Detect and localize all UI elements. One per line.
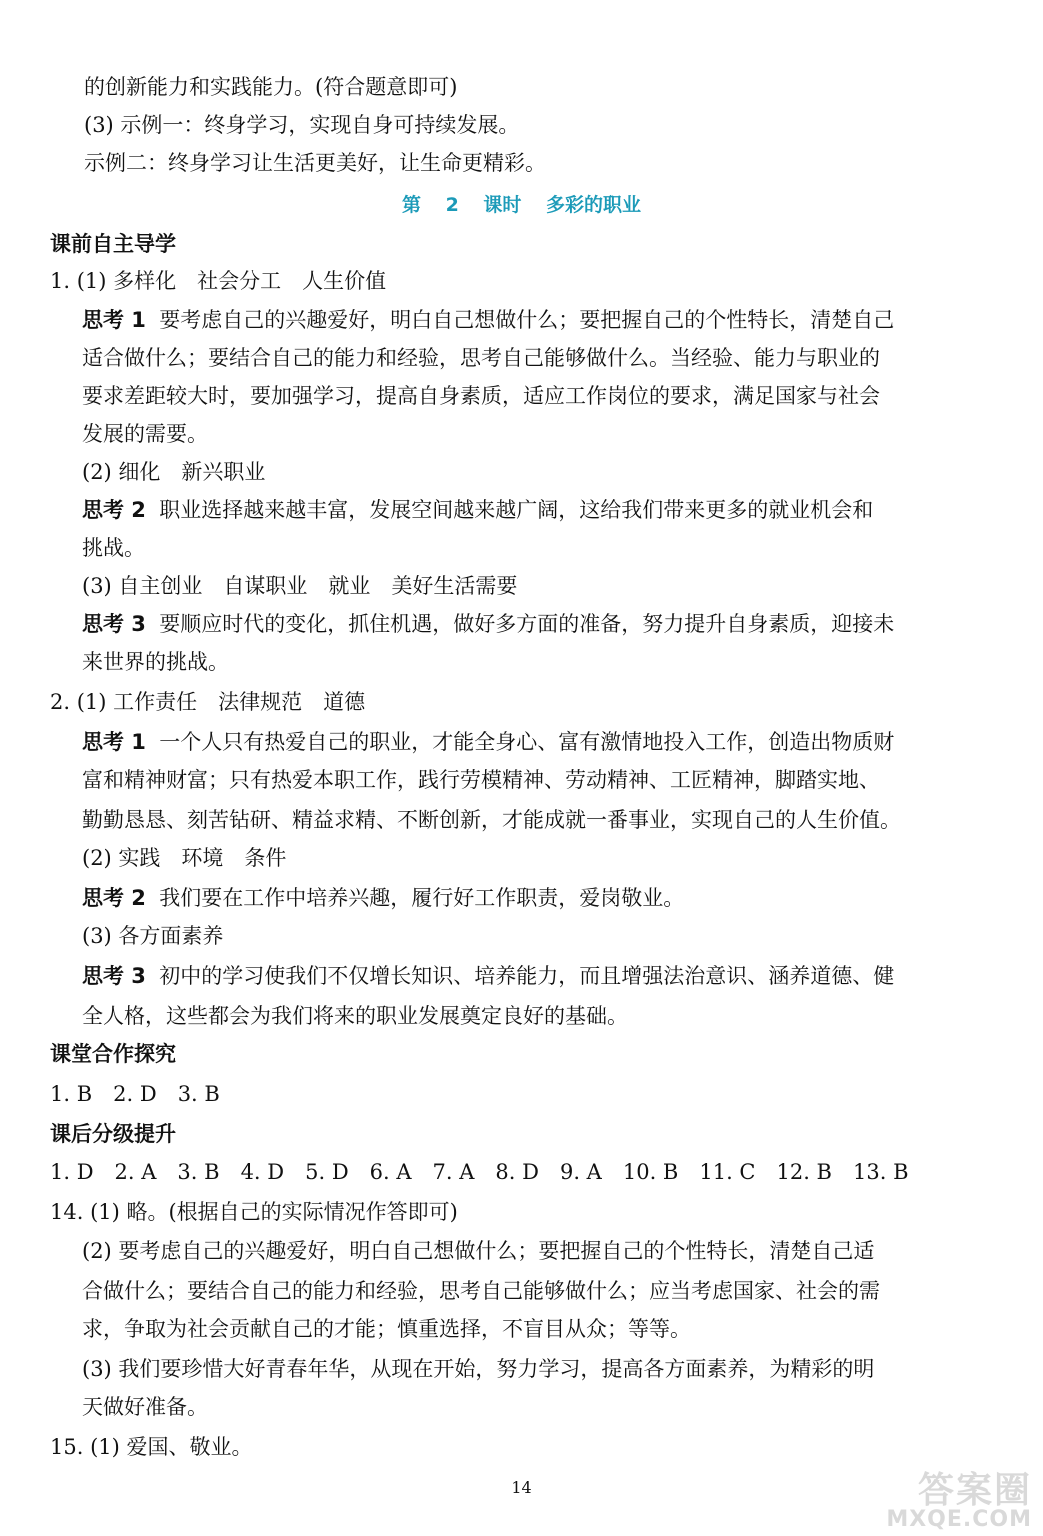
q14-3-a: (3) 我们要珍惜大好青春年华，从现在开始，努力学习，提高各方面素养，为精彩的明 xyxy=(82,1357,875,1381)
think-1-2-b: 挑战。 xyxy=(82,536,145,560)
q14-2-a: (2) 要考虑自己的兴趣爱好，明白自己想做什么；要把握自己的个性特长，清楚自己适 xyxy=(82,1239,875,1263)
q1-2: (2) 细化 新兴职业 xyxy=(82,460,266,484)
think-label: 思考 2 xyxy=(82,886,146,910)
section-heading-inclass: 课堂合作探究 xyxy=(50,1042,176,1066)
q2-3: (3) 各方面素养 xyxy=(82,924,224,948)
answers-coop: 1. B 2. D 3. B xyxy=(50,1082,220,1106)
page-number: 14 xyxy=(511,1478,532,1497)
think-text: 初中的学习使我们不仅增长知识、培养能力，而且增强法治意识、涵养道德、健 xyxy=(159,964,895,988)
think-1-3 xyxy=(82,611,894,637)
think-2-1 xyxy=(82,729,894,755)
think-1-1 xyxy=(82,307,894,333)
think-label: 思考 3 xyxy=(82,964,146,988)
think-label: 思考 3 xyxy=(82,612,146,636)
think-1-2 xyxy=(82,497,873,523)
q15-1: 15. (1) 爱国、敬业。 xyxy=(50,1435,253,1459)
q14-1: 14. (1) 略。(根据自己的实际情况作答即可) xyxy=(50,1200,458,1224)
lesson-title: 第 2 课时 多彩的职业 xyxy=(401,194,642,216)
think-2-3-b: 全人格，这些都会为我们将来的职业发展奠定良好的基础。 xyxy=(82,1004,628,1028)
section-heading-preclass: 课前自主导学 xyxy=(50,232,176,256)
watermark-bottom: MXQE.COM xyxy=(886,1507,1032,1532)
think-1-1-c: 要求差距较大时，要加强学习，提高自身素质，适应工作岗位的要求，满足国家与社会 xyxy=(82,384,880,408)
q1-3: (3) 自主创业 自谋职业 就业 美好生活需要 xyxy=(82,574,518,598)
q2-2: (2) 实践 环境 条件 xyxy=(82,846,287,870)
think-text: 一个人只有热爱自己的职业，才能全身心、富有激情地投入工作，创造出物质财 xyxy=(159,730,895,754)
think-1-3-b: 来世界的挑战。 xyxy=(82,650,229,674)
answers-after: 1. D 2. A 3. B 4. D 5. D 6. A 7. A 8. D 9. A 10. B 11. C 12. B 13. B xyxy=(50,1160,909,1184)
think-text: 我们要在工作中培养兴趣，履行好工作职责，爱岗敬业。 xyxy=(159,886,685,910)
think-2-3 xyxy=(82,963,894,989)
q14-2-c: 求，争取为社会贡献自己的才能；慎重选择，不盲目从众；等等。 xyxy=(82,1317,691,1341)
intro-line-3: 示例二：终身学习让生活更美好，让生命更精彩。 xyxy=(84,151,546,175)
think-1-1-d: 发展的需要。 xyxy=(82,422,208,446)
intro-line-1: 的创新能力和实践能力。(符合题意即可) xyxy=(84,75,458,99)
q1-1: 1. (1) 多样化 社会分工 人生价值 xyxy=(50,269,387,293)
intro-line-2: (3) 示例一：终身学习，实现自身可持续发展。 xyxy=(84,113,520,137)
think-text: 要顺应时代的变化，抓住机遇，做好多方面的准备，努力提升自身素质，迎接未 xyxy=(159,612,895,636)
think-text: 职业选择越来越丰富，发展空间越来越广阔，这给我们带来更多的就业机会和 xyxy=(159,498,874,522)
q14-3-b: 天做好准备。 xyxy=(82,1395,208,1419)
q2-1: 2. (1) 工作责任 法律规范 道德 xyxy=(50,690,366,714)
think-2-2 xyxy=(82,885,684,911)
think-label: 思考 2 xyxy=(82,498,146,522)
think-label: 思考 1 xyxy=(82,308,146,332)
think-label: 思考 1 xyxy=(82,730,146,754)
section-heading-afterclass: 课后分级提升 xyxy=(50,1122,176,1146)
think-2-1-b: 富和精神财富；只有热爱本职工作，践行劳模精神、劳动精神、工匠精神，脚踏实地、 xyxy=(82,768,880,792)
think-1-1-b: 适合做什么；要结合自己的能力和经验，思考自己能够做什么。当经验、能力与职业的 xyxy=(82,346,880,370)
think-text: 要考虑自己的兴趣爱好，明白自己想做什么；要把握自己的个性特长，清楚自己 xyxy=(159,308,895,332)
watermark-top: 答案圈 xyxy=(917,1470,1032,1511)
watermark-logo xyxy=(868,1462,1038,1532)
q14-2-b: 合做什么；要结合自己的能力和经验，思考自己能够做什么；应当考虑国家、社会的需 xyxy=(82,1279,880,1303)
think-2-1-c: 勤勤恳恳、刻苦钻研、精益求精、不断创新，才能成就一番事业，实现自己的人生价值。 xyxy=(82,808,901,832)
